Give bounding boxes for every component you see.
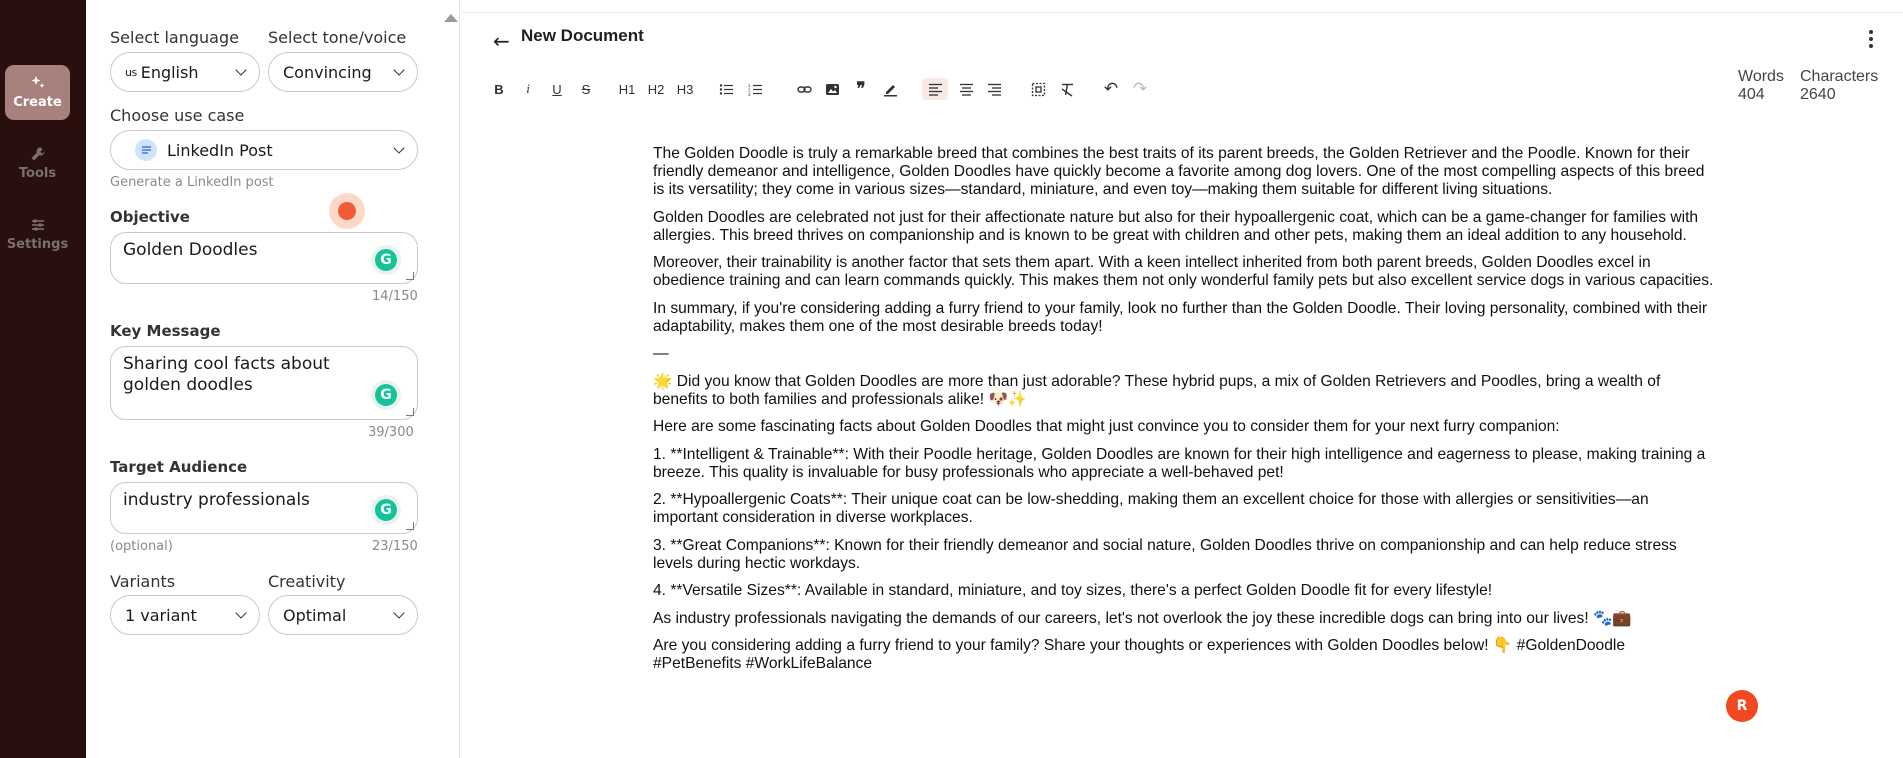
left-rail [0, 0, 86, 758]
word-count [1738, 68, 1784, 104]
audience-field[interactable] [110, 482, 418, 534]
language-value: English [140, 62, 199, 82]
heading1-button[interactable]: H1 [618, 81, 636, 97]
paragraph: 🌟 Did you know that Golden Doodles are more than just adorable? These hybrid pups, a mix of Golden Retrievers and Poodles, bring a wealth of benefits to both families and professionals alike! 🐶✨ [653, 372, 1661, 408]
creativity-select[interactable] [268, 595, 418, 635]
language-label: Select language [110, 28, 239, 47]
paragraph: 1. **Intelligent & Trainable**: With their Poodle heritage, Golden Doodles are known for their high intelligence and eagerness to please, making training a breeze. This quality is invaluable for busy professionals who appreciate a well-behaved pet! [653, 445, 1706, 481]
words-value: 404 [1738, 86, 1765, 103]
words-label: Words [1738, 68, 1784, 85]
variants-select[interactable] [110, 595, 260, 635]
variants-value: 1 variant [125, 605, 197, 625]
audience-count: 23/150 [372, 539, 418, 554]
wrench-icon [30, 146, 46, 162]
grammarly-icon[interactable]: G [371, 495, 401, 525]
divider [461, 12, 1903, 13]
clear-format-icon[interactable] [1058, 78, 1076, 100]
paragraph: Golden Doodles are celebrated not just for their affectionate nature but also for their hypoallergenic coat, which can be a game-changer for families with allergies. This breed thrives on companionship and is known to be great with children and other pets, making them an ideal addition to any household. [653, 208, 1699, 244]
image-icon[interactable] [823, 78, 841, 100]
chevron-down-icon [393, 64, 404, 75]
chars-value: 2640 [1800, 86, 1836, 103]
usecase-select[interactable] [110, 130, 418, 170]
document-body[interactable] [653, 145, 1715, 683]
record-icon[interactable] [329, 193, 365, 229]
svg-text:2: 2 [747, 87, 751, 92]
rail-item-tools[interactable] [5, 136, 70, 191]
chars-label: Characters [1800, 68, 1879, 85]
key-message-count: 39/300 [368, 425, 414, 440]
undo-icon[interactable]: ↶ [1103, 79, 1119, 98]
grammarly-icon[interactable]: G [371, 245, 401, 275]
sparkle-icon [30, 75, 46, 91]
audience-label: Target Audience [110, 458, 248, 476]
document-icon [135, 139, 157, 161]
scroll-up-arrow-icon[interactable] [444, 14, 458, 22]
chevron-down-icon [393, 607, 404, 618]
resize-handle-icon[interactable] [406, 408, 414, 416]
underline-button[interactable]: U [552, 81, 562, 97]
assistant-fab-button[interactable]: R [1726, 690, 1758, 722]
chevron-down-icon [235, 64, 246, 75]
tone-label: Select tone/voice [268, 28, 407, 47]
rail-item-tools-label: Tools [18, 166, 57, 181]
grammarly-icon[interactable]: G [371, 380, 401, 410]
key-message-label: Key Message [110, 322, 221, 340]
key-message-field[interactable] [110, 346, 418, 420]
audience-hint: (optional) [110, 539, 173, 554]
usecase-hint: Generate a LinkedIn post [110, 175, 274, 190]
paragraph: Are you considering adding a furry friend to your family? Share your thoughts or experiences with Golden Doodles below! 👇 #GoldenDoodle #PetBenefits #WorkLifeBalance [653, 637, 1626, 672]
numbered-list-icon[interactable] [746, 78, 764, 100]
usecase-value: LinkedIn Post [167, 140, 273, 160]
strikethrough-button[interactable]: S [581, 81, 591, 97]
align-center-icon[interactable] [957, 78, 975, 100]
align-right-icon[interactable] [985, 78, 1003, 100]
character-count [1800, 68, 1878, 104]
objective-field[interactable] [110, 232, 418, 284]
paragraph: In summary, if you're considering adding a furry friend to your family, look no further than the Golden Doodle. Their loving personality, combined with their adaptability, makes them one of the most desirable breeds today! [653, 299, 1708, 335]
usecase-label: Choose use case [110, 106, 245, 125]
redo-icon[interactable]: ↷ [1132, 79, 1148, 98]
paragraph: 3. **Great Companions**: Known for their friendly demeanor and social nature, Golden Doodles thrive on companionship and can help reduce stress levels during hectic workdays. [653, 536, 1677, 572]
objective-value: Golden Doodles [123, 240, 258, 260]
resize-handle-icon[interactable] [406, 522, 414, 530]
audience-value: industry professionals [123, 490, 310, 510]
us-flag-icon: us [125, 65, 137, 79]
paragraph: The Golden Doodle is truly a remarkable breed that combines the best traits of its parent breeds, the Golden Retriever and the Poodle. Known for their friendly demeanor and intelligence, Golden Doodles have quickly become a favorite among dog lovers. One of the most compelling aspects of this breed is its versatility; they come in various sizes—standard, miniature, and even toy—making them suitable for different living situations. [653, 145, 1705, 198]
tone-value: Convincing [283, 62, 372, 82]
highlighter-icon[interactable] [881, 78, 899, 100]
tone-select[interactable] [268, 52, 418, 92]
language-select[interactable] [110, 52, 260, 92]
key-message-value: Sharing cool facts about golden doodles [123, 354, 330, 395]
back-arrow-icon[interactable]: ← [493, 29, 510, 53]
sliders-icon [30, 217, 46, 233]
rail-item-settings[interactable] [5, 207, 70, 262]
creativity-label: Creativity [268, 572, 346, 591]
objective-count: 14/150 [372, 289, 418, 304]
chevron-down-icon [235, 607, 246, 618]
more-options-icon[interactable] [1869, 30, 1873, 51]
heading3-button[interactable]: H3 [676, 81, 694, 97]
italic-button[interactable]: i [526, 81, 530, 96]
bold-button[interactable]: B [494, 81, 504, 97]
rail-item-create[interactable] [5, 65, 70, 120]
variants-label: Variants [110, 572, 176, 591]
editor-area [461, 0, 1903, 758]
quote-icon[interactable]: ❞ [856, 79, 866, 98]
link-icon[interactable] [795, 78, 813, 100]
settings-panel [86, 0, 460, 758]
separator: — [653, 345, 669, 362]
svg-text:1: 1 [747, 82, 751, 88]
svg-text:3: 3 [747, 91, 751, 97]
chevron-down-icon [393, 142, 404, 153]
paragraph: As industry professionals navigating the demands of our careers, let's not overlook the joy these incredible dogs can bring into our lives! 🐾💼 [653, 609, 1632, 627]
align-left-icon[interactable] [922, 78, 948, 100]
rail-item-create-label: Create [13, 95, 62, 110]
bullet-list-icon[interactable] [717, 78, 735, 100]
document-title: New Document [521, 26, 644, 45]
frame-icon[interactable] [1029, 78, 1047, 100]
rail-item-settings-label: Settings [6, 237, 69, 252]
objective-label: Objective [110, 208, 190, 226]
creativity-value: Optimal [283, 605, 347, 625]
paragraph: 4. **Versatile Sizes**: Available in standard, miniature, and toy sizes, there's a perfect Golden Doodle fit for every lifestyle! [653, 582, 1493, 599]
paragraph: 2. **Hypoallergenic Coats**: Their unique coat can be low-shedding, making them an excellent choice for those with allergies or sensitivities—an important consideration in diverse workplaces. [653, 491, 1649, 526]
paragraph: Moreover, their trainability is another factor that sets them apart. With a keen intellect inherited from both parent breeds, Golden Doodles excel in obedience training and can learn commands quickly. This makes them not only wonderful family pets but also excellent service dogs in various capacities. [653, 254, 1714, 289]
paragraph: Here are some fascinating facts about Golden Doodles that might just convince you to consider them for your next furry companion: [653, 418, 1560, 435]
heading2-button[interactable]: H2 [647, 81, 665, 97]
resize-handle-icon[interactable] [406, 272, 414, 280]
